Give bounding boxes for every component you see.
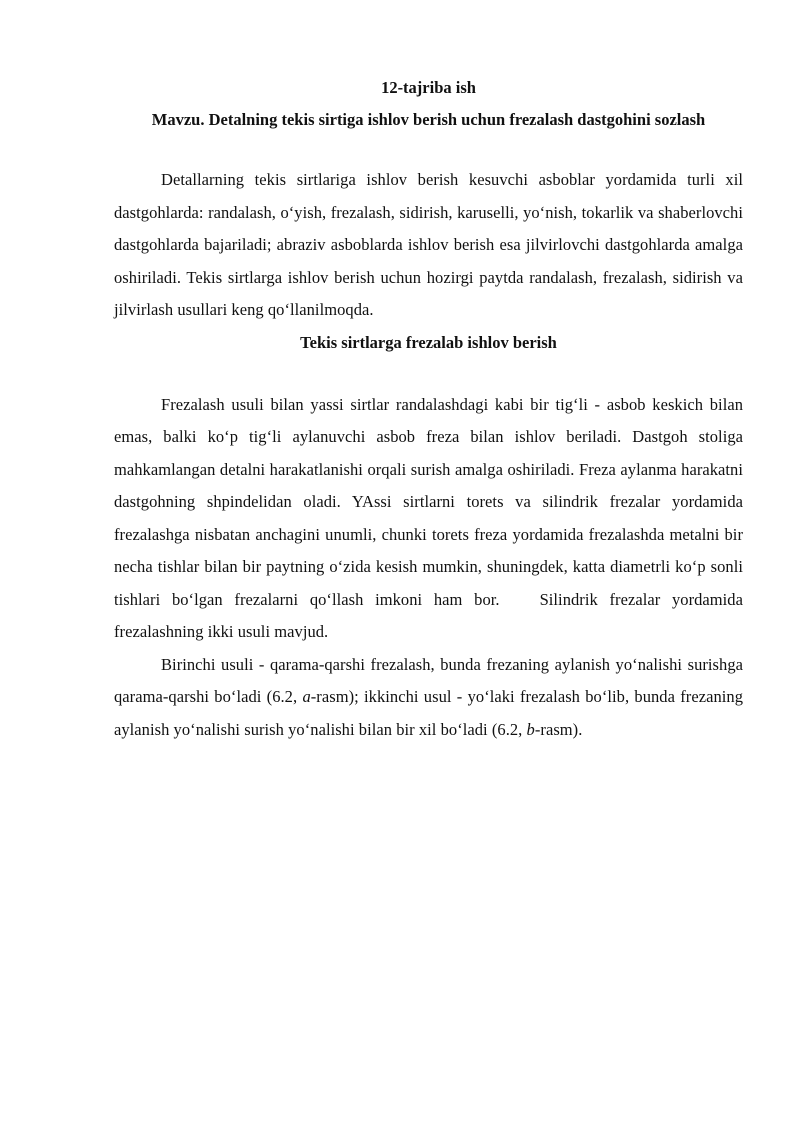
paragraph-text: Birinchi usuli - qarama-qarshi frezalash, bunda frezaning aylanish yo‘nalishi surishga qarama-qarshi bo‘ladi (6.2,	[114, 654, 743, 706]
intro-paragraph: Detallarning tekis sirtlariga ishlov berish kesuvchi asboblar yordamida turli xil dastgohlarda: randalash, o‘yish, frezalash, sidirish, karuselli, yo‘nish, tokarlik va shaberlovchi dastgohlarda bajariladi; abraziv asboblarda ishlov berish esa jilvirlovchi dastgohlarda amalga oshiriladi. Tekis sirtlarga ishlov berish uchun hozirgi paytda randalash, frezalash, sidirish va jilvirlash usullari keng qo‘llanilmoqda.	[114, 170, 743, 319]
paragraph-text: -rasm).	[534, 719, 583, 739]
lab-number-title: 12-tajriba ish	[381, 78, 476, 97]
spacer	[114, 136, 743, 164]
section-paragraph-2	[114, 649, 743, 747]
section-paragraph-1	[114, 389, 743, 649]
paragraph-text: -rasm); ikkinchi usul - yo‘laki frezalash bo‘lib, bunda frezaning aylanish yo‘nalishi surish yo‘nalishi bilan bir xil bo‘ladi (6.2,	[114, 687, 744, 739]
paragraph-text: Frezalash usuli bilan yassi sirtlar randalashdagi kabi bir tig‘li - asbob keskich bilan emas, balki ko‘p tig‘li aylanuvchi asbob freza bilan ishlov beriladi. Dastgoh stoliga mahkamlangan detalni harakatlanishi orqali surish amalga oshiriladi. Freza aylanma harakatni dastgohning shpindelidan oladi. YAssi sirtlarni torets va silindrik frezalar yordamida frezalashga nisbatan anchagini unumli, chunki torets freza yordamida frezalashda metalni bir necha tishlar bilan bir paytning o‘zida kesish mumkin, shuningdek, katta diametrli ko‘p sonli tishlari bo‘lgan frezalarni qo‘llash imkoni ham bor.	[114, 394, 743, 609]
figure-ref-a: a	[302, 687, 311, 706]
topic-title: Mavzu. Detalning tekis sirtiga ishlov berish uchun frezalash dastgohini sozlash	[151, 110, 706, 129]
paragraph-text-tail: Silindrik frezalar yordamida frezalashning ikki usuli mavjud.	[114, 589, 743, 641]
section-heading: Tekis sirtlarga frezalab ishlov berish	[300, 332, 557, 352]
spacer	[114, 359, 743, 389]
figure-ref-b: b	[526, 719, 535, 739]
document-page	[114, 72, 743, 746]
